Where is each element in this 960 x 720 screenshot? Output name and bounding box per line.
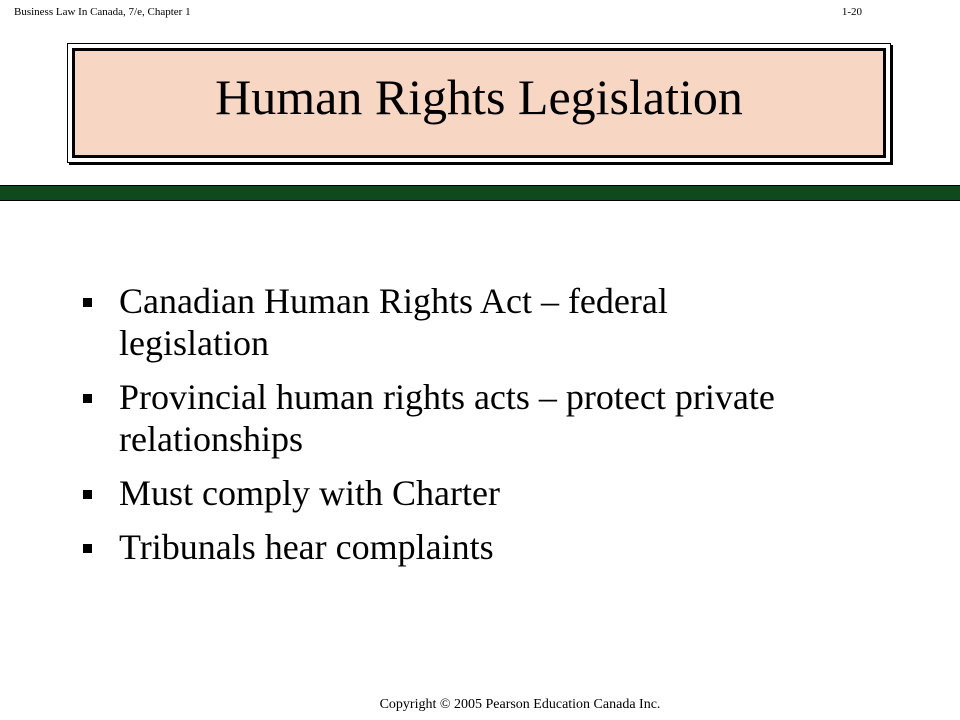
bullet-item bbox=[0, 526, 819, 568]
slide-title: Human Rights Legislation bbox=[215, 69, 743, 125]
slide-number: 1-20 bbox=[841, 6, 862, 18]
bullet-item bbox=[0, 472, 819, 514]
square-bullet-icon bbox=[83, 394, 92, 403]
divider-rule bbox=[0, 185, 960, 201]
square-bullet-icon bbox=[83, 490, 92, 499]
square-bullet-icon bbox=[83, 544, 92, 553]
bullet-list bbox=[0, 280, 960, 580]
footer-copyright: Copyright © 2005 Pearson Education Canada Inc. bbox=[379, 697, 661, 712]
title-frame bbox=[67, 43, 891, 163]
bullet-item bbox=[0, 280, 819, 364]
bullet-text: Provincial human rights acts – protect private relationships bbox=[119, 377, 775, 459]
bullet-text: Must comply with Charter bbox=[119, 473, 500, 513]
bullet-item bbox=[0, 376, 819, 460]
bullet-text: Canadian Human Rights Act – federal legislation bbox=[119, 281, 668, 363]
bullet-text: Tribunals hear complaints bbox=[119, 527, 494, 567]
header-source: Business Law In Canada, 7/e, Chapter 1 bbox=[14, 6, 191, 18]
square-bullet-icon bbox=[83, 298, 92, 307]
title-box bbox=[72, 48, 886, 158]
